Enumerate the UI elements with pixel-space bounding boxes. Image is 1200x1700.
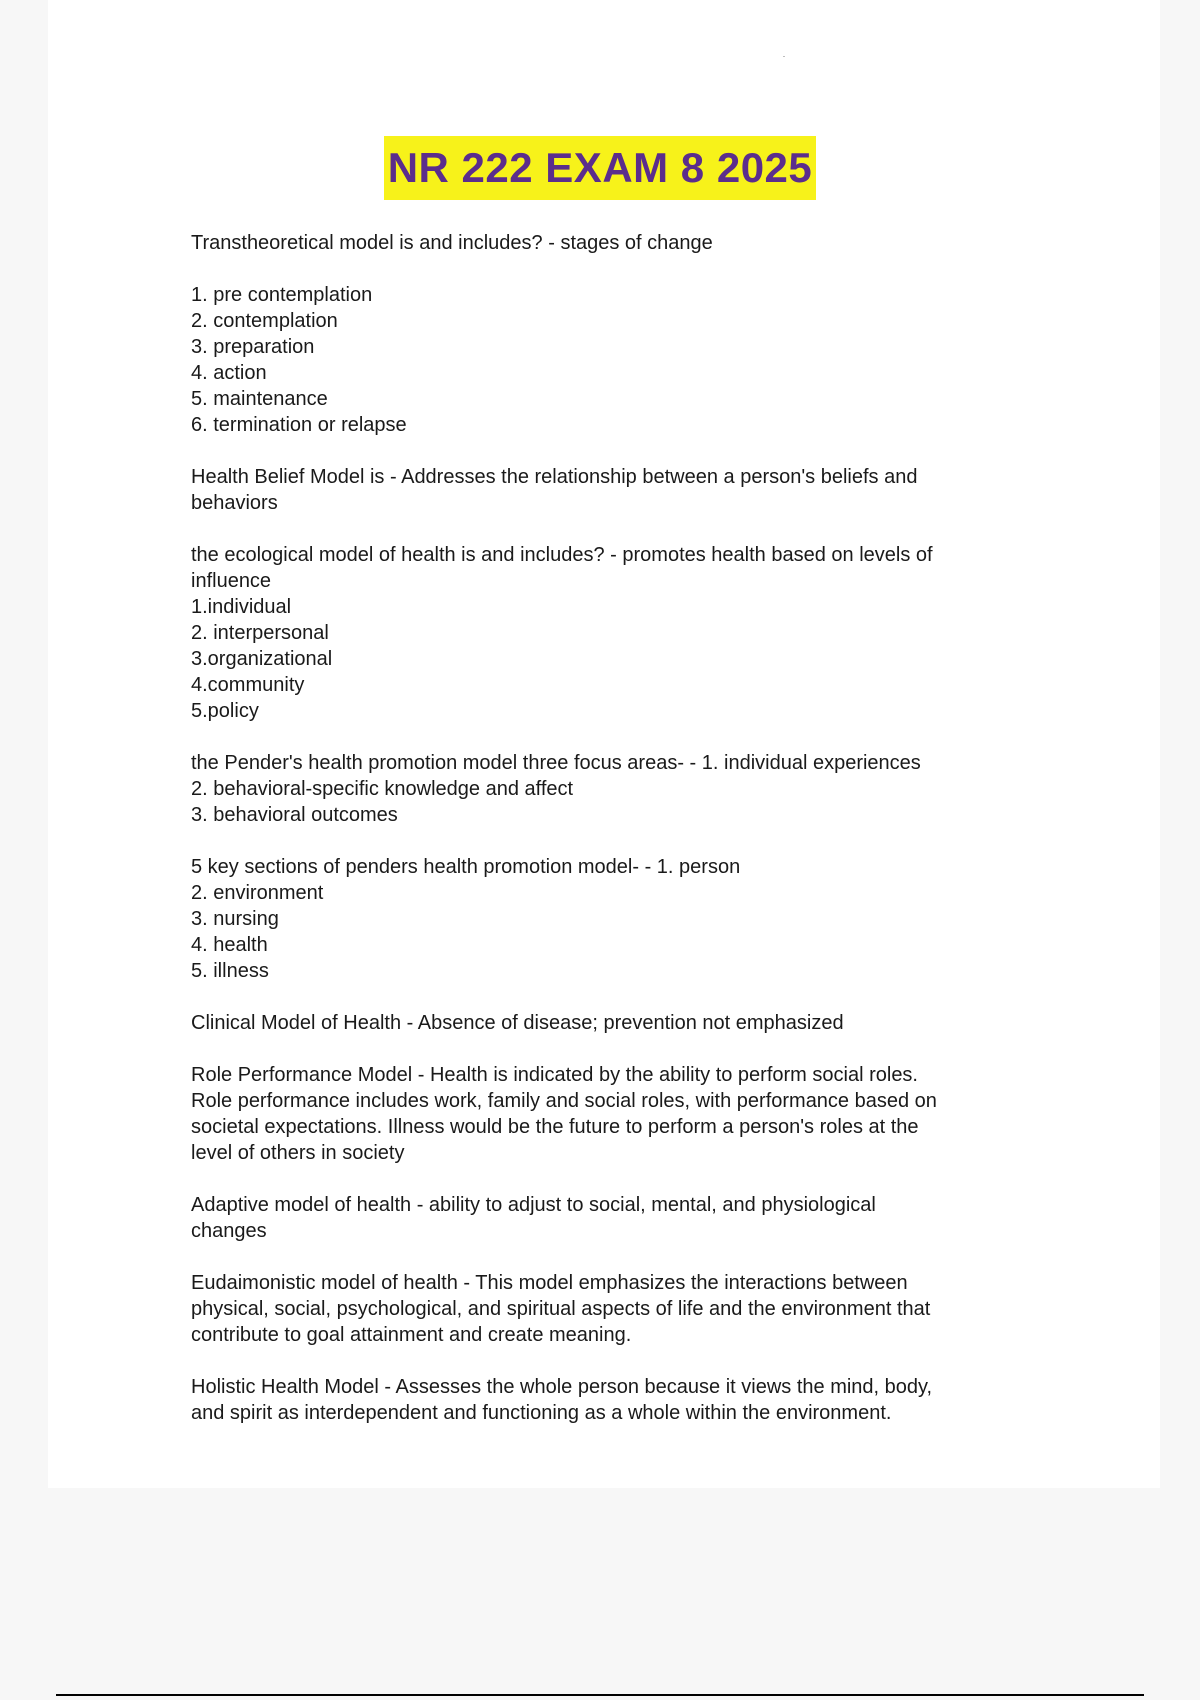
entry-line: 1. pre contemplation — [191, 284, 373, 306]
entry-line: 6. termination or relapse — [191, 414, 407, 436]
study-entry — [191, 1010, 1051, 1036]
entry-line: 5. illness — [191, 960, 269, 982]
study-entry — [191, 1192, 1051, 1244]
study-entry — [191, 542, 1051, 724]
entry-line: influence — [191, 570, 272, 592]
document-body — [191, 230, 1051, 1452]
footer-divider — [56, 1694, 1144, 1696]
study-entry — [191, 464, 1051, 516]
study-entry — [191, 750, 1051, 828]
entry-line: societal expectations. Illness would be the future to perform a person's roles at the — [191, 1116, 919, 1138]
entry-line: level of others in society — [191, 1142, 405, 1164]
study-entry — [191, 854, 1051, 984]
entry-line: 3. nursing — [191, 908, 279, 930]
entry-line: 4. health — [191, 934, 268, 956]
entry-line: 2. interpersonal — [191, 622, 329, 644]
entry-line: 2. environment — [191, 882, 324, 904]
study-entry — [191, 1374, 1051, 1426]
entry-line: and spirit as interdependent and functioning as a whole within the environment. — [191, 1402, 892, 1424]
entry-line: 5. maintenance — [191, 388, 328, 410]
entry-line: Holistic Health Model - Assesses the whole person because it views the mind, body, — [191, 1376, 933, 1398]
entry-line: 2. behavioral-specific knowledge and affect — [191, 778, 574, 800]
entry-line: 4. action — [191, 362, 267, 384]
study-entry — [191, 230, 1051, 256]
document-title: NR 222 EXAM 8 2025 — [384, 136, 817, 200]
entry-line: the Pender's health promotion model three focus areas- - 1. individual experiences — [191, 752, 921, 774]
entry-line: Eudaimonistic model of health - This model emphasizes the interactions between — [191, 1272, 908, 1294]
entry-line: Clinical Model of Health - Absence of disease; prevention not emphasized — [191, 1012, 844, 1034]
entry-line: 5.policy — [191, 700, 259, 722]
entry-line: Adaptive model of health - ability to adjust to social, mental, and physiological — [191, 1194, 876, 1216]
entry-line: Role Performance Model - Health is indicated by the ability to perform social roles. — [191, 1064, 918, 1086]
entry-line: physical, social, psychological, and spiritual aspects of life and the environment that — [191, 1298, 931, 1320]
entry-line: 3. preparation — [191, 336, 315, 358]
entry-line: behaviors — [191, 492, 278, 514]
title-area — [0, 136, 1200, 200]
entry-line: 5 key sections of penders health promotion model- - 1. person — [191, 856, 741, 878]
study-entry — [191, 1062, 1051, 1166]
entry-line: 3.organizational — [191, 648, 333, 670]
entry-line: contribute to goal attainment and create meaning. — [191, 1324, 632, 1346]
entry-line: 2. contemplation — [191, 310, 338, 332]
study-entry — [191, 282, 1051, 438]
entry-line: 3. behavioral outcomes — [191, 804, 398, 826]
entry-line: changes — [191, 1220, 267, 1242]
scan-speck — [783, 56, 785, 57]
study-entry — [191, 1270, 1051, 1348]
entry-line: Role performance includes work, family and social roles, with performance based on — [191, 1090, 937, 1112]
entry-line: Transtheoretical model is and includes? - stages of change — [191, 232, 713, 254]
entry-line: the ecological model of health is and includes? - promotes health based on levels of — [191, 544, 933, 566]
entry-line: 1.individual — [191, 596, 292, 618]
entry-line: Health Belief Model is - Addresses the relationship between a person's beliefs and — [191, 466, 918, 488]
entry-line: 4.community — [191, 674, 305, 696]
